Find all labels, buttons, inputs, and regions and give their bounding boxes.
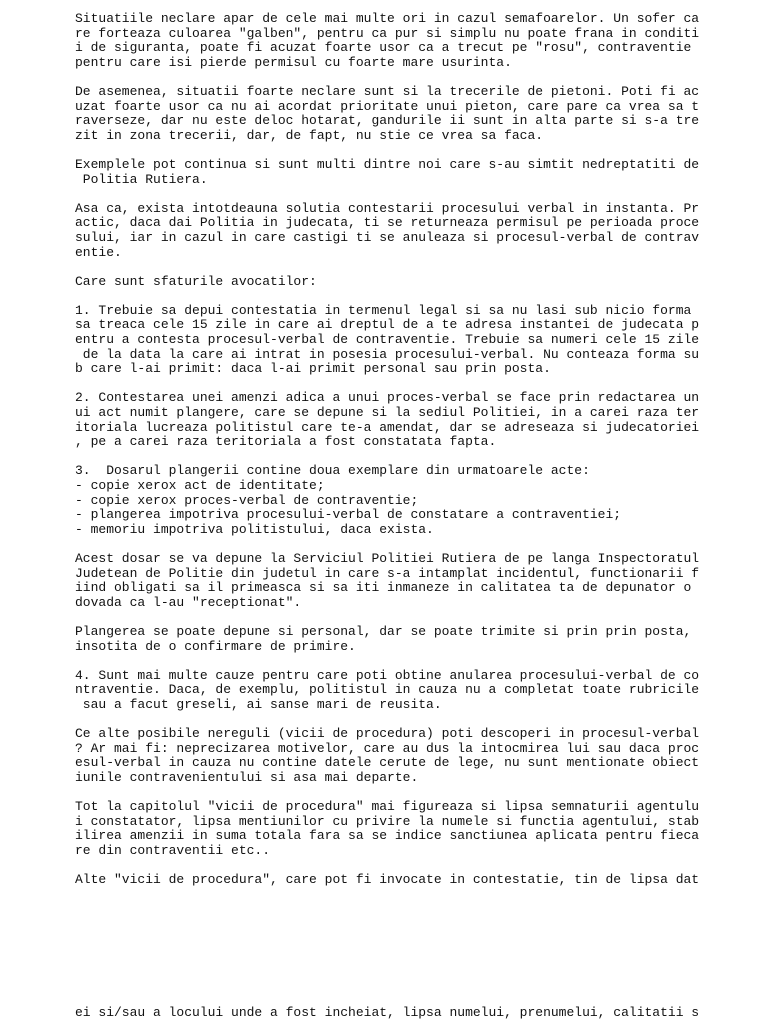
document-continuation-text: ei si/sau a locului unde a fost incheiat, lipsa numelui, prenumelui, calitatii s [75,1005,700,1020]
document-body-text: Situatiile neclare apar de cele mai multe ori in cazul semafoarelor. Un sofer ca re forteaza culoarea "galben", pentru ca pur si simplu nu poate frana in conditi i de siguranta, poate fi acuzat foarte usor ca a trecut pe "rosu", contraventie pentru care isi pierde permisul cu foarte mare usurinta. De asemenea, situatii foarte neclare sunt si la trecerile de pietoni. Poti fi ac uzat foarte usor ca nu ai acordat prioritate unui pieton, care pare ca vrea sa t raverseze, dar nu este deloc hotarat, gandurile ii sunt in alta parte si s-a tre zit in zona trecerii, dar, de fapt, nu stie ce vrea sa faca. Exemplele pot continua si sunt multi dintre noi care s-au simtit nedreptatiti de Politia Rutiera. Asa ca, exista intotdeauna solutia contestarii procesului verbal in instanta. Pr actic, daca dai Politia in judecata, ti se returneaza permisul pe perioada proce sului, iar in cazul in care castigi ti se anuleaza si procesul-verbal de contrav entie. Care sunt sfaturile avocatilor: 1. Trebuie sa depui contestatia in termenul legal si sa nu lasi sub nicio forma sa treaca cele 15 zile in care ai dreptul de a te adresa instantei de judecata p entru a contesta procesul-verbal de contraventie. Trebuie sa numeri cele 15 zile de la data la care ai intrat in posesia procesului-verbal. Nu conteaza forma su b care l-ai primit: daca l-ai primit personal sau prin posta. 2. Contestarea unei amenzi adica a unui proces-verbal se face prin redactarea un ui act numit plangere, care se depune si la sediul Politiei, in a carei raza ter itoriala lucreaza politistul care te-a amendat, dar se adreseaza si judecatoriei , pe a carei raza teritoriala a fost constatata fapta. 3. Dosarul plangerii contine doua exemplare din urmatoarele acte: - copie xerox act de identitate; - copie xerox proces-verbal de contraventie; - plangerea impotriva procesului-verbal de constatare a contraventiei; - memoriu impotriva politistului, daca exista. Acest dosar se va depune la Serviciul Politiei Rutiera de pe langa Inspectoratul Judetean de Politie din judetul in care s-a intamplat incidentul, functionarii f iind obligati sa il primeasca si sa iti inmaneze in calitatea ta de depunator o dovada ca l-au "receptionat". Plangerea se poate depune si personal, dar se poate trimite si prin prin posta, insotita de o confirmare de primire. 4. Sunt mai multe cauze pentru care poti obtine anularea procesului-verbal de co ntraventie. Daca, de exemplu, politistul in cauza nu a completat toate rubricile sau a facut greseli, ai sanse mari de reusita. Ce alte posibile nereguli (vicii de procedura) poti descoperi in procesul-verbal ? Ar mai fi: neprecizarea motivelor, care au dus la intocmirea lui sau daca proc esul-verbal in cauza nu contine datele cerute de lege, nu sunt mentionate obiect iunile contravenientului si asa mai departe. Tot la capitolul "vicii de procedura" mai figureaza si lipsa semnaturii agentulu i constatator, lipsa mentiunilor cu privire la numele si functia agentului, stab ilirea amenzii in suma totala fara sa se indice sanctiunea aplicata pentru fieca re din contraventii etc.. Alte "vicii de procedura", care pot fi invocate in contestatie, tin de lipsa dat [75,11,700,888]
